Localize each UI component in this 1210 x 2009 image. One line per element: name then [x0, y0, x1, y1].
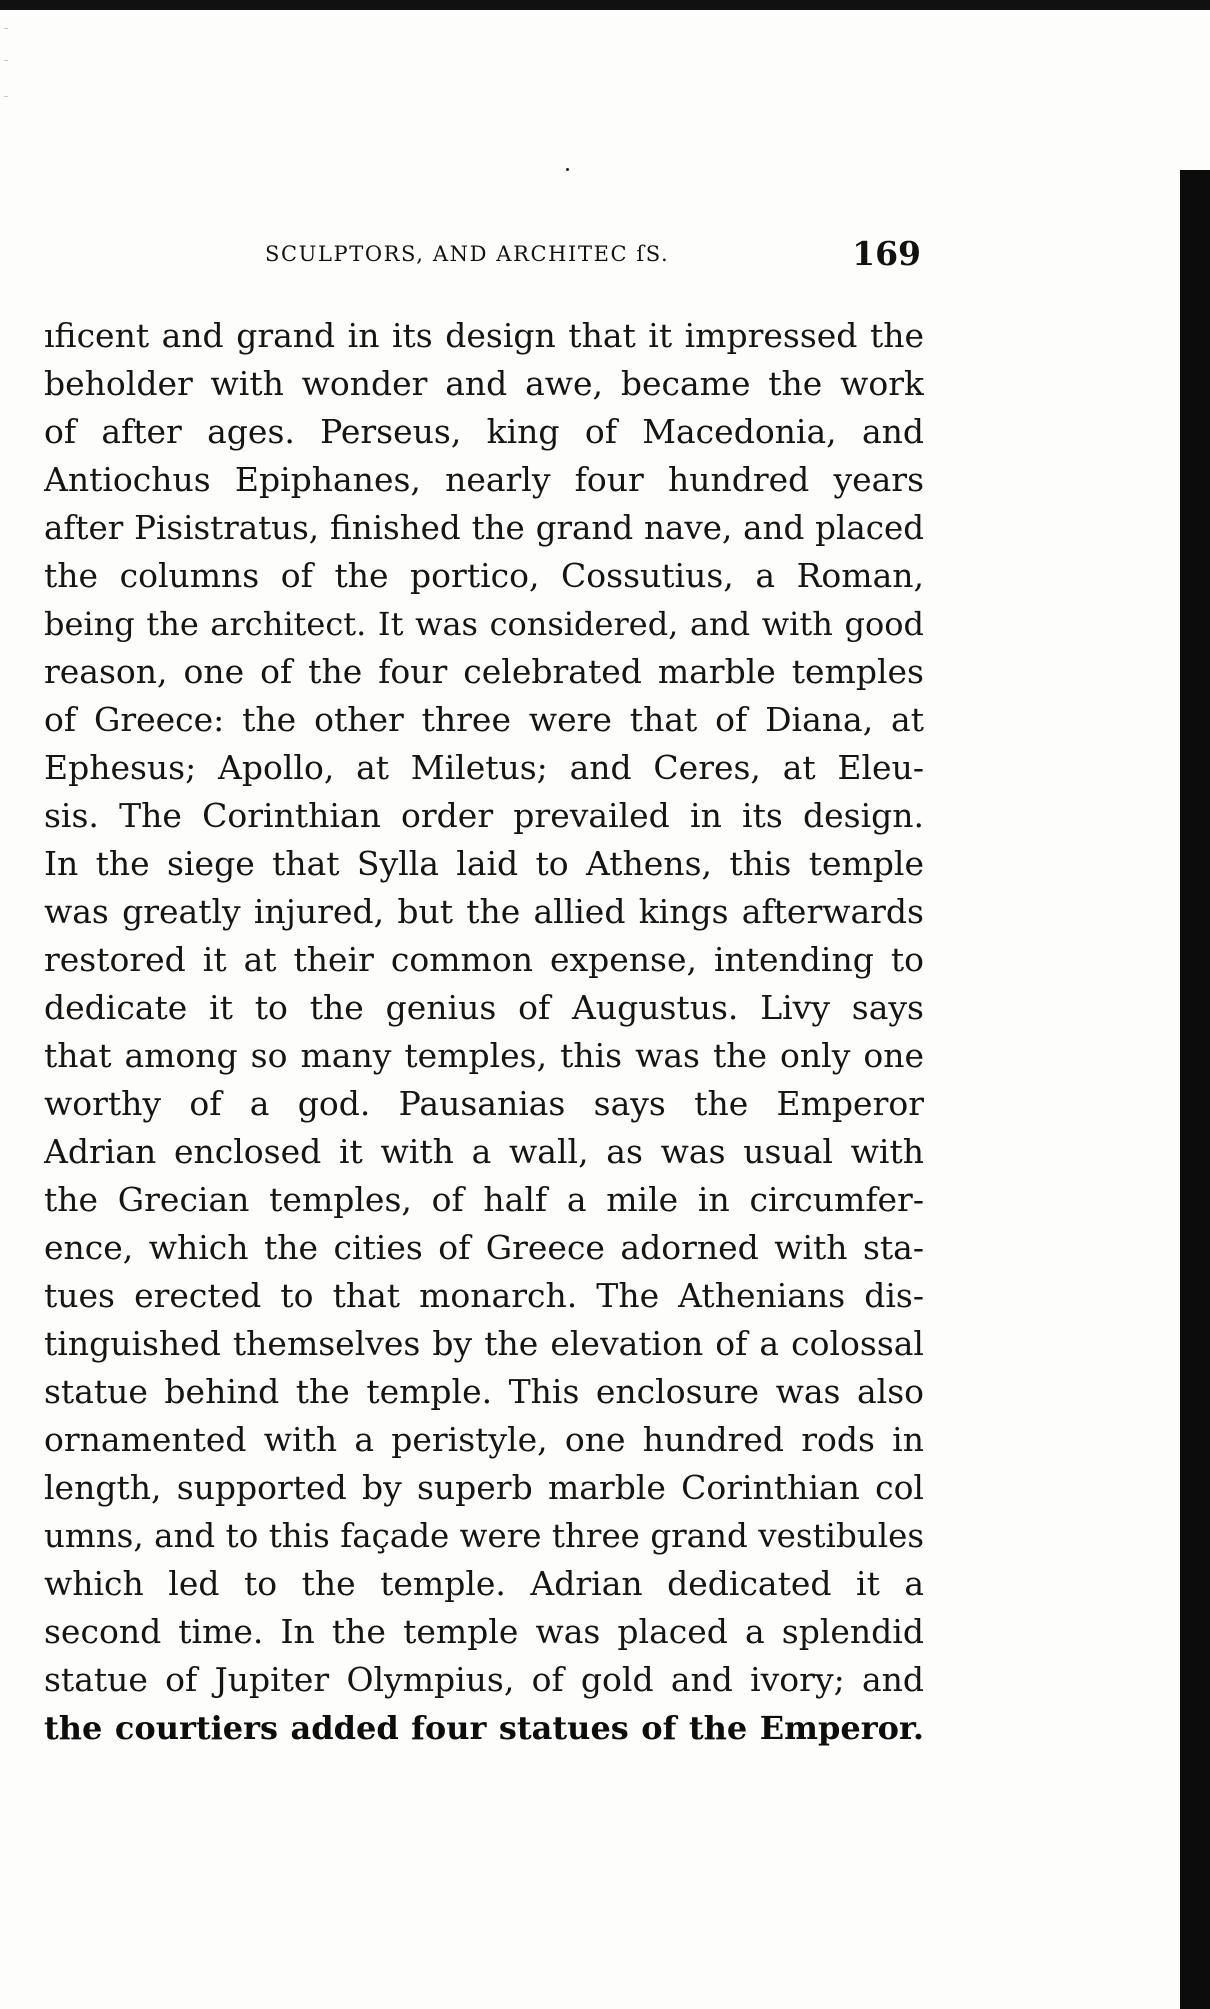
scan-right-edge [1180, 170, 1210, 2009]
text-line: after Pisistratus, finished the grand nave, and placed [44, 509, 924, 547]
text-line: Antiochus Epiphanes, nearly four hundred years [44, 460, 924, 499]
body-text [44, 312, 924, 1752]
text-line: tues erected to that monarch. The Athenians dis- [44, 1276, 924, 1315]
text-line: ence, which the cities of Greece adorned with sta- [44, 1228, 924, 1267]
text-line: the columns of the portico, Cossutius, a Roman, [44, 556, 924, 595]
text-line: restored it at their common expense, intending to [44, 940, 924, 979]
text-line: dedicate it to the genius of Augustus. Livy says [44, 988, 924, 1027]
scan-top-edge [0, 0, 1210, 10]
text-line: statue of Jupiter Olympius, of gold and ivory; and [44, 1660, 924, 1699]
text-line: ıficent and grand in its design that it impressed the [44, 316, 924, 355]
scan-speck [4, 60, 8, 61]
scan-speck [4, 96, 8, 97]
text-line: statue behind the temple. This enclosure was also [44, 1372, 924, 1411]
text-line: that among so many temples, this was the only one [44, 1036, 924, 1075]
text-line: second time. In the temple was placed a splendid [44, 1612, 924, 1651]
stray-ink-dot [566, 168, 569, 171]
text-line: the Grecian temples, of half a mile in circumfer- [44, 1180, 924, 1219]
text-line: was greatly injured, but the allied kings afterwards [44, 892, 924, 931]
text-line: of after ages. Perseus, king of Macedonia, and [44, 412, 924, 451]
text-line: In the siege that Sylla laid to Athens, this temple [44, 844, 924, 883]
text-line: length, supported by superb marble Corinthian col [44, 1468, 924, 1507]
text-line: of Greece: the other three were that of Diana, at [44, 700, 924, 739]
running-title: SCULPTORS, AND ARCHITEC ſS. [265, 242, 670, 266]
text-line: tinguished themselves by the elevation of a colossal [44, 1324, 924, 1363]
scan-speck [4, 28, 8, 29]
page-number: 169 [852, 234, 921, 273]
text-line: being the architect. It was considered, and with good [44, 605, 924, 643]
text-line: which led to the temple. Adrian dedicated it a [44, 1564, 924, 1603]
text-line: Ephesus; Apollo, at Miletus; and Ceres, at Eleu- [44, 748, 924, 787]
text-line: Adrian enclosed it with a wall, as was usual with [44, 1132, 924, 1171]
running-head [265, 234, 925, 274]
text-line: the courtiers added four statues of the Emperor. [44, 1709, 924, 1747]
text-line: sis. The Corinthian order prevailed in its design. [44, 796, 924, 835]
text-line: ornamented with a peristyle, one hundred rods in [44, 1420, 924, 1459]
text-line: beholder with wonder and awe, became the work [44, 364, 924, 403]
text-line: umns, and to this façade were three grand vestibules [44, 1517, 924, 1555]
text-line: reason, one of the four celebrated marble temples [44, 652, 924, 691]
text-line: worthy of a god. Pausanias says the Emperor [44, 1084, 924, 1123]
